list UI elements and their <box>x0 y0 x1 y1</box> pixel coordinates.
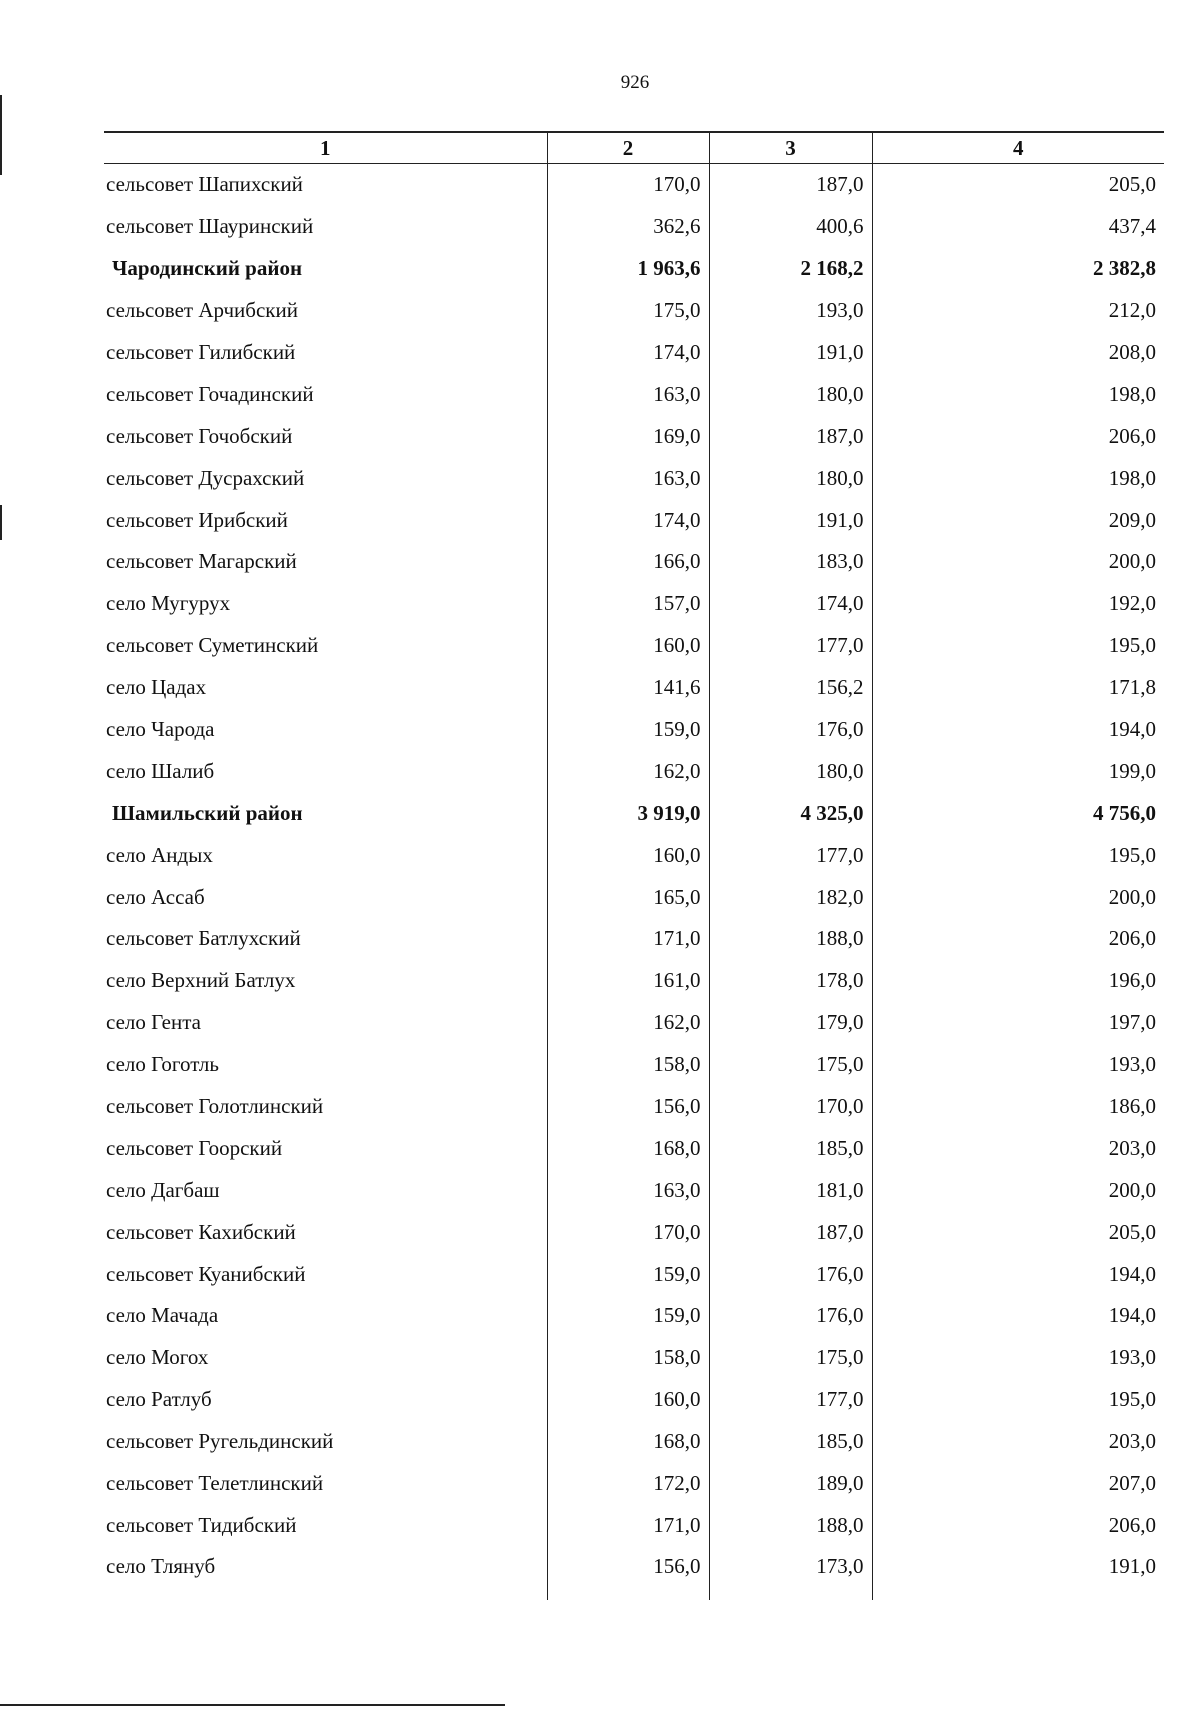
table-row <box>104 1169 1164 1211</box>
value-col-2: 362,6 <box>547 206 709 248</box>
value-col-3: 176,0 <box>709 1253 872 1295</box>
value-col-3: 177,0 <box>709 1379 872 1421</box>
settlement-name: сельсовет Суметинский <box>106 633 319 658</box>
table-row <box>104 1002 1164 1044</box>
value-col-4: 198,0 <box>872 373 1164 415</box>
value-col-3: 400,6 <box>709 206 872 248</box>
value-col-4: 200,0 <box>872 541 1164 583</box>
value-col-3: 180,0 <box>709 750 872 792</box>
table-row <box>104 541 1164 583</box>
value-col-2: 160,0 <box>547 625 709 667</box>
value-col-4: 186,0 <box>872 1086 1164 1128</box>
value-col-2: 169,0 <box>547 415 709 457</box>
value-col-4: 203,0 <box>872 1421 1164 1463</box>
value-col-3: 156,2 <box>709 667 872 709</box>
value-col-2: 163,0 <box>547 1169 709 1211</box>
value-col-2: 170,0 <box>547 164 709 206</box>
settlement-name: сельсовет Дусрахский <box>106 465 305 490</box>
value-col-2: 156,0 <box>547 1546 709 1600</box>
value-col-4: 195,0 <box>872 1379 1164 1421</box>
settlement-name: село Могох <box>106 1345 209 1370</box>
value-col-2: 159,0 <box>547 1295 709 1337</box>
settlement-name: сельсовет Гилибский <box>106 340 296 364</box>
value-col-3: 177,0 <box>709 625 872 667</box>
settlement-name: село Дагбаш <box>106 1177 220 1202</box>
value-col-2: 165,0 <box>547 876 709 918</box>
table-row <box>104 1211 1164 1253</box>
value-col-4: 207,0 <box>872 1463 1164 1505</box>
table-row <box>104 1546 1164 1600</box>
table-body <box>104 164 1164 1601</box>
table-row <box>104 1044 1164 1086</box>
value-col-4: 437,4 <box>872 206 1164 248</box>
table-row <box>104 1337 1164 1379</box>
value-col-3: 191,0 <box>709 332 872 374</box>
settlement-name: сельсовет Шапихский <box>106 172 303 197</box>
value-col-2: 166,0 <box>547 541 709 583</box>
value-col-2: 175,0 <box>547 290 709 332</box>
value-col-3: 175,0 <box>709 1337 872 1379</box>
value-col-4: 193,0 <box>872 1337 1164 1379</box>
value-col-4: 205,0 <box>872 1211 1164 1253</box>
table-row <box>104 1505 1164 1547</box>
value-col-4: 194,0 <box>872 709 1164 751</box>
district-total-row <box>104 792 1164 834</box>
value-col-4: 206,0 <box>872 1505 1164 1547</box>
settlement-name: село Мачада <box>106 1303 219 1328</box>
table-row <box>104 373 1164 415</box>
settlement-name: сельсовет Гочадинский <box>106 381 314 406</box>
value-col-2: 162,0 <box>547 1002 709 1044</box>
value-col-2: 163,0 <box>547 457 709 499</box>
value-col-3: 4 325,0 <box>709 792 872 834</box>
table-row <box>104 1463 1164 1505</box>
table-row <box>104 709 1164 751</box>
settlement-name: сельсовет Куанибский <box>106 1261 306 1286</box>
table-row <box>104 1421 1164 1463</box>
value-col-2: 160,0 <box>547 1379 709 1421</box>
settlement-name: село Шалиб <box>106 758 215 783</box>
settlement-name: село Верхний Батлух <box>106 968 296 993</box>
value-col-2: 141,6 <box>547 667 709 709</box>
value-col-2: 171,0 <box>547 918 709 960</box>
value-col-2: 156,0 <box>547 1086 709 1128</box>
column-header: 3 <box>709 132 872 164</box>
value-col-2: 159,0 <box>547 1253 709 1295</box>
settlement-name: сельсовет Ругельдинский <box>106 1429 334 1454</box>
value-col-3: 185,0 <box>709 1421 872 1463</box>
value-col-3: 170,0 <box>709 1086 872 1128</box>
settlement-name: село Цадах <box>106 675 207 700</box>
value-col-4: 195,0 <box>872 625 1164 667</box>
value-col-3: 173,0 <box>709 1546 872 1600</box>
table-row <box>104 499 1164 541</box>
value-col-3: 189,0 <box>709 1463 872 1505</box>
settlement-name: Шамильский район <box>112 800 303 825</box>
value-col-3: 178,0 <box>709 960 872 1002</box>
value-col-2: 162,0 <box>547 750 709 792</box>
column-header: 4 <box>872 132 1164 164</box>
value-col-2: 1 963,6 <box>547 248 709 290</box>
value-col-3: 176,0 <box>709 1295 872 1337</box>
value-col-3: 187,0 <box>709 164 872 206</box>
value-col-2: 171,0 <box>547 1505 709 1547</box>
value-col-4: 195,0 <box>872 834 1164 876</box>
settlement-name: сельсовет Батлухский <box>106 926 301 951</box>
settlement-name: село Андых <box>106 842 213 867</box>
value-col-2: 170,0 <box>547 1211 709 1253</box>
value-col-2: 157,0 <box>547 583 709 625</box>
value-col-4: 171,8 <box>872 667 1164 709</box>
value-col-4: 212,0 <box>872 290 1164 332</box>
table-row <box>104 1086 1164 1128</box>
settlement-name: сельсовет Гоорский <box>106 1135 283 1160</box>
value-col-4: 203,0 <box>872 1127 1164 1169</box>
scan-margin-mark <box>0 505 2 540</box>
settlement-name: село Мугурух <box>106 591 231 616</box>
settlement-name: село Ассаб <box>106 884 205 909</box>
value-col-3: 175,0 <box>709 1044 872 1086</box>
value-col-4: 200,0 <box>872 876 1164 918</box>
table-row <box>104 290 1164 332</box>
table-row <box>104 1127 1164 1169</box>
value-col-4: 193,0 <box>872 1044 1164 1086</box>
value-col-4: 191,0 <box>872 1546 1164 1600</box>
value-col-4: 197,0 <box>872 1002 1164 1044</box>
value-col-4: 200,0 <box>872 1169 1164 1211</box>
value-col-2: 168,0 <box>547 1127 709 1169</box>
value-col-3: 185,0 <box>709 1127 872 1169</box>
value-col-4: 209,0 <box>872 499 1164 541</box>
settlement-name: село Гоготль <box>106 1052 219 1077</box>
table-row <box>104 960 1164 1002</box>
value-col-2: 3 919,0 <box>547 792 709 834</box>
table-row <box>104 206 1164 248</box>
footer-rule <box>0 1704 505 1706</box>
scan-margin-mark <box>0 95 2 175</box>
value-col-3: 193,0 <box>709 290 872 332</box>
value-col-3: 180,0 <box>709 457 872 499</box>
value-col-4: 194,0 <box>872 1253 1164 1295</box>
value-col-2: 163,0 <box>547 373 709 415</box>
value-col-3: 181,0 <box>709 1169 872 1211</box>
column-header: 1 <box>104 132 547 164</box>
district-total-row <box>104 248 1164 290</box>
settlement-name: сельсовет Гочобский <box>106 423 293 448</box>
settlement-name: сельсовет Ирибский <box>106 507 288 532</box>
table-row <box>104 625 1164 667</box>
value-col-4: 206,0 <box>872 415 1164 457</box>
value-col-2: 160,0 <box>547 834 709 876</box>
value-col-4: 206,0 <box>872 918 1164 960</box>
value-col-2: 158,0 <box>547 1337 709 1379</box>
settlement-name: сельсовет Тидибский <box>106 1512 297 1537</box>
table-row <box>104 332 1164 374</box>
table-row <box>104 1295 1164 1337</box>
value-col-3: 2 168,2 <box>709 248 872 290</box>
settlement-name: село Тлянуб <box>106 1554 216 1579</box>
table-row <box>104 1379 1164 1421</box>
header-row <box>104 132 1164 164</box>
value-col-3: 179,0 <box>709 1002 872 1044</box>
value-col-4: 205,0 <box>872 164 1164 206</box>
value-col-2: 168,0 <box>547 1421 709 1463</box>
value-col-3: 182,0 <box>709 876 872 918</box>
table-row <box>104 834 1164 876</box>
data-table <box>104 131 1164 1600</box>
value-col-3: 188,0 <box>709 918 872 960</box>
table-row <box>104 457 1164 499</box>
column-header: 2 <box>547 132 709 164</box>
settlement-name: село Ратлуб <box>106 1387 212 1412</box>
value-col-3: 174,0 <box>709 583 872 625</box>
value-col-3: 180,0 <box>709 373 872 415</box>
settlement-name: сельсовет Арчибский <box>106 298 298 323</box>
value-col-3: 187,0 <box>709 415 872 457</box>
settlement-name: сельсовет Шауринский <box>106 214 314 239</box>
value-col-4: 199,0 <box>872 750 1164 792</box>
value-col-4: 194,0 <box>872 1295 1164 1337</box>
value-col-3: 187,0 <box>709 1211 872 1253</box>
value-col-4: 2 382,8 <box>872 248 1164 290</box>
settlement-name: сельсовет Телетлинский <box>106 1471 324 1496</box>
value-col-3: 188,0 <box>709 1505 872 1547</box>
value-col-3: 191,0 <box>709 499 872 541</box>
value-col-4: 196,0 <box>872 960 1164 1002</box>
value-col-2: 174,0 <box>547 332 709 374</box>
value-col-2: 161,0 <box>547 960 709 1002</box>
value-col-2: 174,0 <box>547 499 709 541</box>
value-col-2: 158,0 <box>547 1044 709 1086</box>
settlement-name: сельсовет Кахибский <box>106 1219 296 1244</box>
value-col-2: 172,0 <box>547 1463 709 1505</box>
value-col-3: 177,0 <box>709 834 872 876</box>
table-row <box>104 918 1164 960</box>
table-row <box>104 876 1164 918</box>
table-row <box>104 1253 1164 1295</box>
settlement-name: сельсовет Голотлинский <box>106 1094 324 1119</box>
table-row <box>104 164 1164 206</box>
settlement-name: сельсовет Магарский <box>106 549 297 574</box>
value-col-2: 159,0 <box>547 709 709 751</box>
settlement-name: село Чарода <box>106 717 215 742</box>
value-col-3: 183,0 <box>709 541 872 583</box>
value-col-4: 4 756,0 <box>872 792 1164 834</box>
table-row <box>104 583 1164 625</box>
table-row <box>104 750 1164 792</box>
settlement-name: Чародинский район <box>112 256 303 281</box>
settlement-name: село Гента <box>106 1010 201 1035</box>
value-col-4: 192,0 <box>872 583 1164 625</box>
page-number: 926 <box>620 72 650 93</box>
table-row <box>104 415 1164 457</box>
value-col-4: 198,0 <box>872 457 1164 499</box>
value-col-3: 176,0 <box>709 709 872 751</box>
table-row <box>104 667 1164 709</box>
value-col-4: 208,0 <box>872 332 1164 374</box>
